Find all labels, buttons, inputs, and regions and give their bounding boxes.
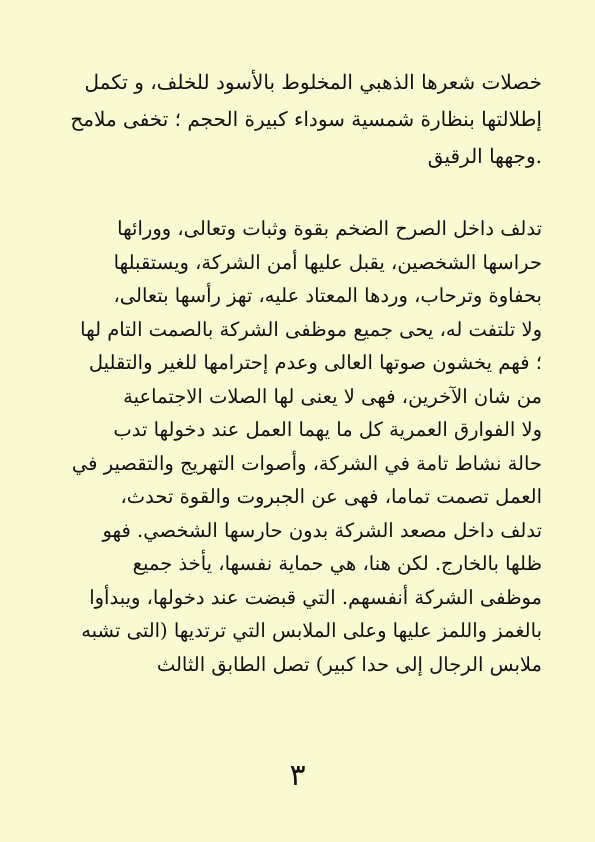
text-line: العمل تصمت تماما، فهى عن الجبروت والقوة تحدث، <box>120 485 542 508</box>
text-line: ؛ فهم يخشون صوتها العالى وعدم إحترامها للغير والتقليل <box>88 351 542 374</box>
text-line: ولا تلتفت له، يحى جميع موظفى الشركة بالصمت التام لها <box>80 317 542 341</box>
text-line: تدلف داخل الصرح الضخم بقوة وثبات وتعالى، وورائها <box>117 217 542 240</box>
paragraph-2 <box>58 212 542 681</box>
text-line: بالغمز واللمز عليها وعلى الملابس التي ترتديها (التى تشبه <box>81 619 542 642</box>
text-line: حالة نشاط تامة في الشركة، وأصوات التهريج والتقصير في <box>71 451 542 475</box>
text-line: حراسها الشخصين، يقبل عليها أمن الشركة، ويستقبلها <box>113 250 542 274</box>
paragraph-1 <box>58 64 542 175</box>
text-line: موظفى الشركة أنفسهم. التي قبضت عند دخولها، ويبدأوا <box>89 585 542 609</box>
text-line: ظلها بالخارج. لكن هنا، هي حماية نفسها، يأخذ جميع <box>132 552 542 575</box>
text-line: ملابس الرجال إلى حدا كبير) تصل الطابق الثالث <box>156 652 542 676</box>
text-line: بحفاوة وترحاب، وردها المعتاد عليه، تهز رأسها بتعالى، <box>113 284 542 307</box>
text-line: .وجهها الرقيق <box>427 144 542 168</box>
page-number: ٣ <box>289 758 306 793</box>
text-line: تدلف داخل مصعد الشركة بدون حارسها الشخصي. فهو <box>102 518 542 542</box>
text-line: من شان الآخرين، فهى لا يعنى لها الصلات الاجتماعية <box>123 384 542 408</box>
text-line: إطلالتها بنظارة شمسية سوداء كبيرة الحجم ؛ تخفى ملامح <box>70 107 542 131</box>
text-line: خصلات شعرها الذهبي المخلوط بالأسود للخلف، و تكمل <box>84 70 542 94</box>
text-line: ولا الفوارق العمرية كل ما يهما العمل عند دخولها تدب <box>113 418 542 441</box>
